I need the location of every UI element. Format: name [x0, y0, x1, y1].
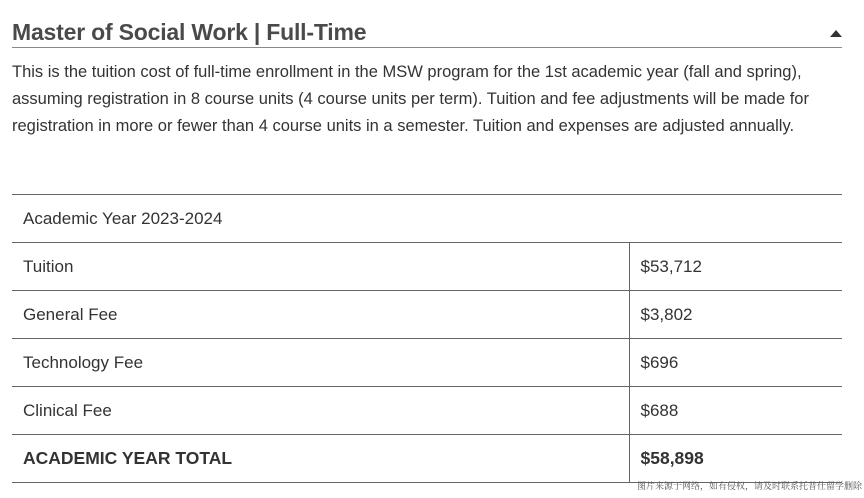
fee-label: Technology Fee [12, 339, 629, 387]
fee-label: General Fee [12, 291, 629, 339]
table-total-row [12, 435, 842, 483]
table-row [12, 243, 842, 291]
table-header: Academic Year 2023-2024 [12, 195, 842, 243]
msw-fulltime-accordion [12, 0, 842, 140]
total-amount: $58,898 [629, 435, 842, 483]
fee-label: Tuition [12, 243, 629, 291]
section-description: This is the tuition cost of full-time enrollment in the MSW program for the 1st academic year (fall and spring), assuming registration in 8 course units (4 course units per term). Tuition and fee adjustments will be made for registration in more or fewer than 4 course units in a semester. Tuition and expenses are adjusted annually. [12, 63, 809, 135]
caret-up-icon[interactable] [830, 30, 842, 37]
table-row [12, 387, 842, 435]
fee-amount: $53,712 [629, 243, 842, 291]
fee-amount: $688 [629, 387, 842, 435]
table-header-row [12, 195, 842, 243]
image-source-watermark: 图片来源于网络，如有侵权，请及时联系托普仕留学删除 [636, 482, 862, 492]
fee-amount: $696 [629, 339, 842, 387]
fee-label: Clinical Fee [12, 387, 629, 435]
accordion-header[interactable] [12, 0, 842, 48]
tuition-table [12, 194, 842, 483]
total-label: ACADEMIC YEAR TOTAL [12, 435, 629, 483]
table-row [12, 291, 842, 339]
table-row [12, 339, 842, 387]
section-title: Master of Social Work | Full-Time [12, 19, 367, 45]
fee-amount: $3,802 [629, 291, 842, 339]
